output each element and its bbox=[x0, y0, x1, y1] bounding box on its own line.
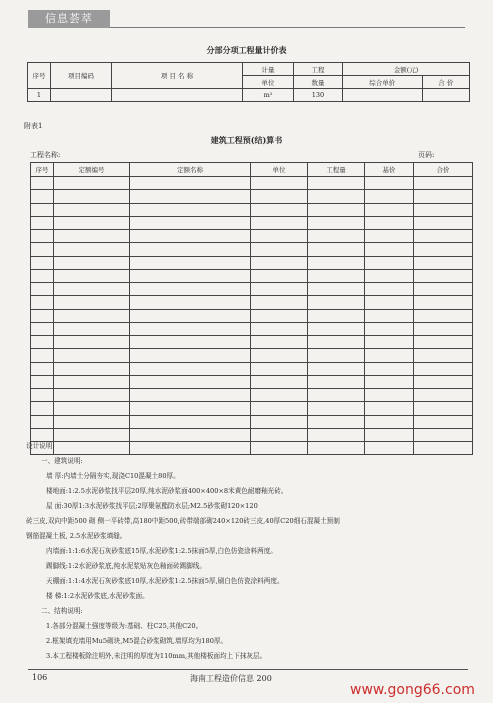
col-total: 合 价 bbox=[422, 76, 469, 89]
table-cell bbox=[308, 230, 365, 243]
table-cell bbox=[365, 375, 414, 388]
table-cell bbox=[130, 296, 251, 309]
col-quantity: 工程量 bbox=[308, 163, 365, 177]
table-cell bbox=[31, 309, 54, 322]
table-cell bbox=[251, 322, 308, 335]
footer-rule bbox=[28, 669, 468, 670]
table-cell bbox=[251, 389, 308, 402]
table-cell bbox=[54, 269, 130, 282]
table-cell bbox=[130, 256, 251, 269]
table-cell bbox=[31, 283, 54, 296]
table-cell bbox=[414, 296, 473, 309]
table-cell bbox=[365, 336, 414, 349]
table-cell bbox=[251, 349, 308, 362]
appendix-label: 附表1 bbox=[24, 122, 43, 130]
table-cell bbox=[365, 349, 414, 362]
table-cell bbox=[54, 190, 130, 203]
table-cell bbox=[414, 402, 473, 415]
table-row bbox=[31, 190, 473, 203]
table-cell bbox=[130, 362, 251, 375]
table-row bbox=[31, 177, 473, 190]
note-line: 钢筋混凝土板, 2.5水泥砂浆填缝。 bbox=[26, 532, 127, 540]
section-title: 一、建筑说明: bbox=[41, 457, 83, 465]
table-cell bbox=[414, 375, 473, 388]
table-cell bbox=[414, 349, 473, 362]
cell-total bbox=[422, 89, 469, 102]
col-quota-name: 定额名称 bbox=[130, 163, 251, 177]
table-cell bbox=[308, 177, 365, 190]
table-cell bbox=[130, 336, 251, 349]
table-cell bbox=[365, 177, 414, 190]
cell-seq: 1 bbox=[28, 89, 51, 102]
col-name: 项 目 名 称 bbox=[112, 63, 243, 89]
table-row bbox=[31, 243, 473, 256]
table-row bbox=[31, 309, 473, 322]
table-cell bbox=[414, 269, 473, 282]
note-line: 踢脚线:1:2水泥砂浆底,纯水泥浆贴灰色釉面砖踢脚线。 bbox=[46, 562, 206, 570]
table-cell bbox=[130, 375, 251, 388]
table-cell bbox=[130, 216, 251, 229]
table-cell bbox=[54, 322, 130, 335]
table-row bbox=[31, 296, 473, 309]
table-cell bbox=[31, 415, 54, 428]
table-cell bbox=[251, 283, 308, 296]
table-cell bbox=[365, 389, 414, 402]
table-cell bbox=[54, 402, 130, 415]
table-cell bbox=[308, 415, 365, 428]
table-cell bbox=[54, 309, 130, 322]
table-cell bbox=[414, 389, 473, 402]
note-line: 内墙面:1:1:6水泥石灰砂浆底15厚,水泥砂浆1:2.5抹面5厚,白色仿瓷涂料两度。 bbox=[46, 547, 277, 555]
cell-unit: m² bbox=[243, 89, 294, 102]
table-cell bbox=[251, 336, 308, 349]
table-cell bbox=[365, 283, 414, 296]
table-cell bbox=[365, 402, 414, 415]
table-cell bbox=[308, 296, 365, 309]
table-row bbox=[28, 89, 470, 102]
col-quota-code: 定额编号 bbox=[54, 163, 130, 177]
table-cell bbox=[308, 243, 365, 256]
col-unit-bottom: 单位 bbox=[243, 76, 294, 89]
table-cell bbox=[54, 349, 130, 362]
table-cell bbox=[414, 336, 473, 349]
note-line: 砖三皮,双向中距500 砌 侧一平砖带,高180中距500,砖带端部砌240×120砖三皮,40厚C20细石混凝土预制 bbox=[26, 517, 340, 525]
table-row bbox=[31, 216, 473, 229]
table-cell bbox=[130, 230, 251, 243]
table-cell bbox=[414, 230, 473, 243]
section-title: 二、结构说明: bbox=[41, 607, 83, 615]
table-cell bbox=[365, 296, 414, 309]
table-cell bbox=[251, 203, 308, 216]
table-cell bbox=[308, 203, 365, 216]
table-cell bbox=[365, 230, 414, 243]
table-cell bbox=[54, 203, 130, 216]
col-amount: 金额(元) bbox=[343, 63, 470, 76]
table-cell bbox=[308, 309, 365, 322]
table-cell bbox=[251, 256, 308, 269]
table-cell bbox=[54, 362, 130, 375]
table-cell bbox=[130, 309, 251, 322]
col-seq: 序号 bbox=[31, 163, 54, 177]
table-cell bbox=[414, 256, 473, 269]
table-cell bbox=[31, 362, 54, 375]
table-cell bbox=[130, 389, 251, 402]
table-cell bbox=[414, 203, 473, 216]
table-row bbox=[31, 256, 473, 269]
estimate-table bbox=[30, 162, 473, 455]
cell-name bbox=[112, 89, 243, 102]
table-cell bbox=[365, 216, 414, 229]
table-cell bbox=[31, 190, 54, 203]
table-cell bbox=[31, 375, 54, 388]
table-cell bbox=[130, 190, 251, 203]
table-cell bbox=[308, 375, 365, 388]
table-cell bbox=[365, 190, 414, 203]
table-cell bbox=[414, 362, 473, 375]
table-row bbox=[31, 415, 473, 428]
table-row bbox=[31, 336, 473, 349]
table-row bbox=[31, 322, 473, 335]
note-line: 楼地面:1:2.5水泥砂浆找平层20厚,纯水泥砂浆面400×400×8米黄色耐磨釉光砖。 bbox=[46, 487, 288, 495]
table-cell bbox=[31, 203, 54, 216]
table-cell bbox=[31, 256, 54, 269]
cell-code bbox=[51, 89, 112, 102]
col-base-price: 基价 bbox=[365, 163, 414, 177]
table-cell bbox=[365, 256, 414, 269]
design-notes bbox=[26, 439, 472, 664]
table-row bbox=[31, 349, 473, 362]
table-cell bbox=[365, 243, 414, 256]
table-cell bbox=[251, 402, 308, 415]
table-cell bbox=[130, 349, 251, 362]
table-cell bbox=[130, 283, 251, 296]
note-line: 屋 面:30厚1:3水泥砂浆找平层;2厚聚氨酯防水层;M2.5砂浆砌120×120 bbox=[46, 502, 258, 510]
table-cell bbox=[130, 415, 251, 428]
table-cell bbox=[54, 256, 130, 269]
table-cell bbox=[130, 269, 251, 282]
table-row bbox=[31, 362, 473, 375]
col-unit-top: 计量 bbox=[243, 63, 294, 76]
table-cell bbox=[31, 243, 54, 256]
table-cell bbox=[365, 269, 414, 282]
col-code: 项目编码 bbox=[51, 63, 112, 89]
table-cell bbox=[414, 283, 473, 296]
publication-name: 海南工程造价信息 200 bbox=[190, 674, 272, 683]
table-cell bbox=[31, 230, 54, 243]
table2-title: 建筑工程预(结)算书 bbox=[210, 135, 283, 145]
table-cell bbox=[251, 243, 308, 256]
table-cell bbox=[54, 283, 130, 296]
table-cell bbox=[251, 269, 308, 282]
table-cell bbox=[54, 375, 130, 388]
table-cell bbox=[31, 349, 54, 362]
table-cell bbox=[251, 230, 308, 243]
table-cell bbox=[414, 309, 473, 322]
table-cell bbox=[365, 309, 414, 322]
project-name-label: 工程名称: bbox=[30, 151, 61, 159]
col-qty-top: 工程 bbox=[294, 63, 343, 76]
table-cell bbox=[308, 322, 365, 335]
cell-qty: 130 bbox=[294, 89, 343, 102]
table-cell bbox=[308, 336, 365, 349]
watermark: www.gong66.com bbox=[350, 682, 475, 698]
table-cell bbox=[365, 203, 414, 216]
table-cell bbox=[251, 190, 308, 203]
col-seq: 序号 bbox=[28, 63, 51, 89]
table-cell bbox=[251, 296, 308, 309]
table-cell bbox=[31, 322, 54, 335]
table-cell bbox=[54, 230, 130, 243]
table-cell bbox=[31, 177, 54, 190]
col-unit: 单位 bbox=[251, 163, 308, 177]
table-cell bbox=[54, 216, 130, 229]
col-unit-price: 综合单价 bbox=[343, 76, 423, 89]
note-line: 天棚面:1:1:4水泥石灰砂浆底10厚,水泥砂浆1:2.5抹面5厚,刷白色仿瓷涂料两度。 bbox=[46, 577, 284, 585]
table-cell bbox=[54, 415, 130, 428]
table-row bbox=[31, 389, 473, 402]
table-cell bbox=[54, 177, 130, 190]
table-cell bbox=[365, 415, 414, 428]
table-cell bbox=[54, 389, 130, 402]
table-cell bbox=[31, 269, 54, 282]
table-row bbox=[31, 402, 473, 415]
table-cell bbox=[414, 216, 473, 229]
table-cell bbox=[308, 256, 365, 269]
table-cell bbox=[365, 362, 414, 375]
table-cell bbox=[414, 177, 473, 190]
table-cell bbox=[308, 283, 365, 296]
table-cell bbox=[251, 177, 308, 190]
table-row bbox=[31, 269, 473, 282]
table-cell bbox=[130, 177, 251, 190]
table-row bbox=[31, 230, 473, 243]
table-cell bbox=[308, 216, 365, 229]
table-cell bbox=[251, 309, 308, 322]
table-cell bbox=[31, 402, 54, 415]
note-line: 楼 梯:1:2水泥砂浆底,水泥砂浆面。 bbox=[46, 592, 149, 600]
table-row bbox=[31, 283, 473, 296]
table-cell bbox=[54, 243, 130, 256]
table-cell bbox=[414, 322, 473, 335]
cell-unit-price bbox=[343, 89, 423, 102]
table-cell bbox=[54, 296, 130, 309]
bill-of-quantities-table bbox=[27, 62, 470, 102]
table-cell bbox=[130, 243, 251, 256]
table1-title: 分部分项工程量计价表 bbox=[206, 45, 287, 55]
table-cell bbox=[308, 362, 365, 375]
table-cell bbox=[308, 389, 365, 402]
table-cell bbox=[251, 415, 308, 428]
table-cell bbox=[308, 269, 365, 282]
table-cell bbox=[308, 402, 365, 415]
table-cell bbox=[54, 336, 130, 349]
section-tag: 信息荟萃 bbox=[28, 10, 110, 28]
table-cell bbox=[308, 349, 365, 362]
page-number: 106 bbox=[32, 673, 48, 682]
note-line: 3.本工程楼板除注明外,未注明的厚度为110mm,其他楼板面均上下抹灰层。 bbox=[46, 652, 267, 660]
page-number-label: 页码: bbox=[418, 151, 435, 159]
table-cell bbox=[414, 243, 473, 256]
table-cell bbox=[414, 190, 473, 203]
table-cell bbox=[31, 216, 54, 229]
table-cell bbox=[251, 375, 308, 388]
note-line: 墙 厚:内墙土分隔夯实,现浇C10混凝土80厚。 bbox=[46, 472, 180, 480]
table-cell bbox=[251, 216, 308, 229]
table-cell bbox=[308, 190, 365, 203]
table-cell bbox=[251, 362, 308, 375]
table-cell bbox=[31, 336, 54, 349]
notes-heading: 设计说明: bbox=[26, 442, 55, 450]
col-total-price: 合价 bbox=[414, 163, 473, 177]
note-line: 1.各部分混凝土强度等级为:基础、柱C25,其他C20。 bbox=[46, 622, 203, 630]
table-cell bbox=[31, 296, 54, 309]
header-rule bbox=[110, 27, 465, 28]
table-cell bbox=[365, 322, 414, 335]
col-qty-bottom: 数量 bbox=[294, 76, 343, 89]
table-cell bbox=[414, 415, 473, 428]
table-row bbox=[31, 375, 473, 388]
note-line: 2.框架填充墙用Mu5砌块,M5混合砂浆砌筑,墙厚均为180厚。 bbox=[46, 637, 228, 645]
table-cell bbox=[130, 203, 251, 216]
table-cell bbox=[130, 402, 251, 415]
table-row bbox=[31, 203, 473, 216]
table-cell bbox=[31, 389, 54, 402]
table-cell bbox=[130, 322, 251, 335]
